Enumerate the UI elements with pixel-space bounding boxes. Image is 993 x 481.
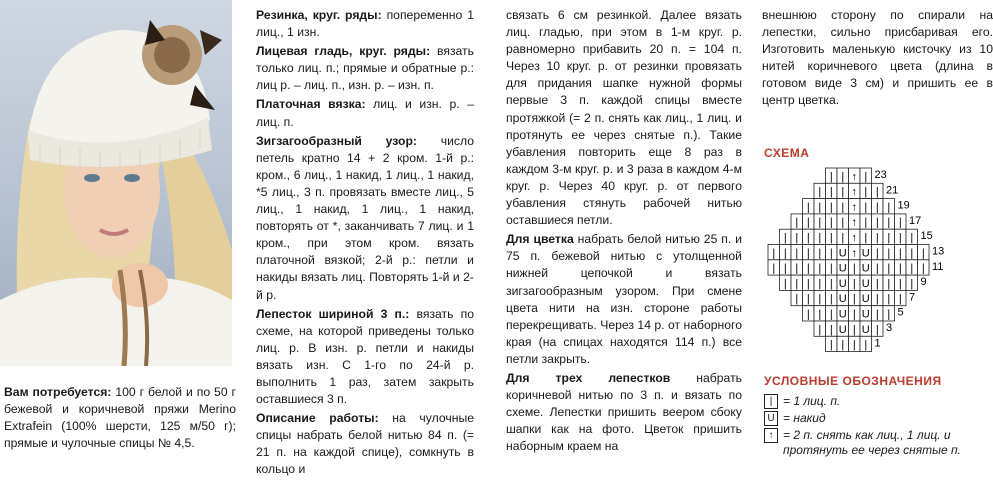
chart-stitch: U (838, 277, 847, 290)
chart-row-label: 17 (909, 214, 922, 227)
chart-stitch: | (829, 277, 833, 290)
materials-label: Вам потребуется: (4, 385, 112, 399)
col1-paragraph (256, 7, 474, 41)
model-photo (0, 0, 232, 366)
chart-row-label: 1 (874, 337, 881, 350)
chart-stitch: | (829, 232, 833, 244)
chart-stitch: | (910, 277, 914, 290)
chart-stitch: U (861, 262, 870, 275)
chart-stitch: | (875, 201, 879, 214)
chart-stitch: | (875, 247, 879, 260)
chart-row-label: 13 (932, 245, 945, 258)
chart-stitch: U (861, 308, 870, 321)
chart-stitch: | (818, 277, 822, 290)
chart-stitch: | (829, 262, 833, 275)
chart-stitch: | (795, 247, 799, 260)
chart-stitch: | (818, 293, 822, 306)
chart-stitch: | (898, 277, 902, 290)
col2-paragraph (506, 370, 742, 455)
legend-item-yarn-over (764, 411, 990, 426)
chart-stitch: | (795, 262, 799, 275)
chart-stitch: | (910, 232, 914, 244)
chart-stitch: U (838, 262, 847, 275)
chart-row-label: 9 (920, 276, 927, 289)
chart-stitch: | (818, 308, 822, 321)
instructions-column-1 (256, 7, 474, 481)
chart-stitch: ↑ (851, 216, 857, 229)
chart-stitch: U (861, 293, 870, 306)
col1-paragraph (256, 306, 474, 409)
chart-stitch: | (875, 293, 879, 306)
chart-stitch: | (841, 201, 845, 214)
chart-stitch: U (838, 293, 847, 306)
knitted-hat-model-photo (0, 0, 232, 366)
chart-stitch: | (818, 232, 822, 244)
chart-stitch: | (887, 262, 891, 275)
chart-stitch: | (818, 323, 822, 336)
chart-stitch: | (864, 216, 868, 229)
scheme-title: СХЕМА (764, 146, 810, 160)
paragraph-heading: Зигзагообразный узор: (256, 133, 417, 148)
chart-stitch: | (864, 339, 868, 352)
chart-stitch: | (829, 201, 833, 214)
chart-stitch: | (887, 308, 891, 321)
chart-stitch: | (841, 186, 845, 199)
chart-stitch: | (795, 232, 799, 244)
chart-stitch: | (852, 293, 856, 306)
chart-stitch: | (898, 232, 902, 244)
chart-stitch: U (861, 323, 870, 336)
paragraph-heading: Для цветка (506, 232, 574, 247)
paragraph-text: на чулочные спицы набрать белой нитью 84 п. (= 21 п. на каждой спице), сомкнуть в кольцо и (256, 411, 474, 477)
chart-stitch: | (772, 247, 776, 260)
paragraph-text: вязать только лиц. п.; прямые и обратные р.: лиц р. – лиц. п., изн. р. – изн. п. (256, 44, 474, 93)
chart-stitch: | (841, 170, 845, 183)
chart-stitch: | (818, 247, 822, 260)
chart-row-label: 3 (886, 322, 893, 334)
chart-row-label: 5 (897, 306, 904, 319)
paragraph-text: внешнюю сторону по спирали на лепестки, сильно присбаривая его. Изготовить маленькую кисточку из 10 нитей коричневого цвета (длина в готовом виде 3 см) и пришить ее в центр цветка. (762, 8, 993, 108)
chart-stitch: | (806, 262, 810, 275)
chart-stitch: ↑ (851, 170, 857, 183)
chart-stitch: | (887, 201, 891, 214)
chart-stitch: | (783, 277, 787, 290)
instructions-column-3 (762, 7, 993, 112)
chart-stitch: | (829, 247, 833, 260)
legend (764, 394, 990, 460)
paragraph-heading: Лицевая гладь, круг. ряды: (256, 44, 431, 59)
legend-title: УСЛОВНЫЕ ОБОЗНАЧЕНИЯ (764, 374, 942, 388)
paragraph-heading: Для трех лепестков (506, 370, 671, 385)
chart-stitch: | (898, 262, 902, 275)
chart-stitch: | (864, 186, 868, 199)
paragraph-heading: Описание работы: (256, 411, 379, 426)
chart-stitch: | (783, 232, 787, 244)
chart-stitch: ↑ (851, 247, 857, 260)
chart-stitch: | (887, 247, 891, 260)
col2-paragraph (506, 7, 742, 229)
chart-stitch: | (875, 232, 879, 244)
chart-stitch: | (910, 247, 914, 260)
chart-stitch: | (818, 216, 822, 229)
chart-stitch: | (910, 262, 914, 275)
chart-stitch: | (806, 293, 810, 306)
col1-paragraph (256, 410, 474, 478)
chart-stitch: | (829, 308, 833, 321)
col1-paragraph (256, 43, 474, 94)
chart-stitch: | (829, 323, 833, 336)
chart-stitch: | (806, 247, 810, 260)
materials-paragraph (4, 384, 236, 452)
chart-stitch: | (864, 201, 868, 214)
chart-stitch: U (861, 277, 870, 290)
chart-stitch: | (772, 262, 776, 275)
chart-stitch: | (852, 339, 856, 352)
chart-stitch: ↑ (851, 232, 857, 244)
chart-stitch: | (852, 308, 856, 321)
chart-stitch: | (875, 186, 879, 199)
chart-stitch: | (841, 339, 845, 352)
chart-stitch: | (829, 293, 833, 306)
paragraph-heading: Платочная вязка: (256, 97, 366, 112)
chart-stitch: | (806, 216, 810, 229)
chart-row-label: 7 (909, 291, 916, 304)
chart-row-label: 21 (886, 184, 899, 197)
chart-stitch: | (829, 216, 833, 229)
chart-stitch: | (818, 201, 822, 214)
chart-stitch: | (841, 232, 845, 244)
yarn-over-symbol: U (764, 411, 778, 426)
chart-stitch: | (783, 262, 787, 275)
chart-stitch: | (852, 262, 856, 275)
chart-stitch: | (852, 277, 856, 290)
chart-stitch: | (887, 232, 891, 244)
paragraph-text: лиц. и изн. р. – лиц. п. (256, 97, 474, 129)
chart-stitch: | (783, 247, 787, 260)
col1-paragraph (256, 96, 474, 130)
chart-stitch: ↑ (851, 201, 857, 214)
col2-paragraph (506, 231, 742, 368)
chart-stitch: | (841, 216, 845, 229)
chart-stitch: U (838, 323, 847, 336)
chart-stitch: | (887, 216, 891, 229)
chart-stitch: | (921, 247, 925, 260)
chart-stitch: | (875, 262, 879, 275)
chart-row-label: 23 (874, 169, 887, 181)
chart-row-label: 11 (932, 260, 944, 273)
legend-item-decrease (764, 428, 990, 458)
chart-stitch: U (838, 308, 847, 321)
paragraph-heading: Резинка, круг. ряды: (256, 8, 382, 22)
chart-stitch: | (875, 216, 879, 229)
chart-stitch: | (898, 247, 902, 260)
paragraph-text: набрать коричневой нитью по 3 п. и вязать по схеме. Лепестки пришить веером сбоку шапки как на фото. Цветок пришить наборным краем на (506, 370, 742, 454)
materials-text: 100 г белой и по 50 г бежевой и коричневой пряжи Merino Extrafein (100% шерсти, 125 м/50 г); прямые и чулочные спицы № 4,5. (4, 385, 236, 451)
chart-stitch: | (795, 277, 799, 290)
chart-stitch: U (861, 247, 870, 260)
chart-stitch: | (887, 277, 891, 290)
chart-stitch: | (898, 216, 902, 229)
paragraph-text: число петель кратно 14 + 2 кром. 1-й р.: кром., 6 лиц., 1 накид, 1 лиц., 1 накид, *5 лиц., 3 п. провязать вместе лиц., 5 лиц., 1 накид, 1 лиц., 1 накид, повторять от *, заканчивать 7 лиц. и 1 кром., при этом кром. вязать платочной вязкой; 2-й р.: петли и накиды вязать лиц. Повторять 1-й и 2-й р. (256, 133, 474, 302)
col3-paragraph (762, 7, 993, 110)
chart-stitch: | (875, 308, 879, 321)
chart-stitch: | (806, 308, 810, 321)
knitting-chart (760, 166, 990, 371)
knit-stitch-symbol: | (764, 394, 778, 409)
chart-stitch: | (875, 277, 879, 290)
chart-stitch: | (806, 277, 810, 290)
legend-item-knit (764, 394, 990, 409)
chart-stitch: | (887, 293, 891, 306)
legend-text-decrease: = 2 п. снять как лиц., 1 лиц. и протянуть ее через снятые п. (783, 428, 961, 457)
chart-stitch: ↑ (851, 186, 857, 199)
chart-stitch: | (829, 186, 833, 199)
chart-row-label: 19 (897, 199, 910, 212)
decrease-symbol: ↑ (764, 428, 778, 443)
paragraph-text: набрать белой нитью 25 п. и 75 п. бежевой нитью с утолщенной нижней цепочкой и вязать зигзагообразным узором. При смене цвета нити на изн. стороне работы перекрещивать. Через 14 р. от наборного края (на спицах находятся 114 п.) все петли закрыть. (506, 232, 742, 366)
instructions-column-2 (506, 7, 742, 457)
paragraph-heading: Лепесток шириной 3 п.: (256, 306, 410, 321)
chart-stitch: | (829, 339, 833, 352)
chart-stitch: | (864, 170, 868, 183)
chart-stitch: | (818, 262, 822, 275)
chart-stitch: U (838, 247, 847, 260)
paragraph-text: связать 6 см резинкой. Далее вязать лиц. гладью, при этом в 1-м круг. р. равномерно прибавить 20 п. = 104 п. Через 10 круг. р. от резинки провязать для придания шапке нужной формы первые 3 п. каждой спицы вместе протяжкой (= 2 п. снять как лиц., 1 лиц. и протянуть ее через снятые п.). Такие убавления повторить еще 8 раз в каждом 3-м круг. р. и 3 раза в каждом 4-м круг. р. Через 40 круг. р. от первого убавления стянуть рабочей нитью оставшиеся петли. (506, 8, 742, 228)
chart-stitch: | (829, 170, 833, 183)
chart-stitch: | (898, 293, 902, 306)
chart-stitch: | (806, 232, 810, 244)
chart-stitch: | (864, 232, 868, 244)
knitting-chart-grid (760, 166, 990, 366)
paragraph-text: попеременно 1 лиц., 1 изн. (256, 8, 474, 40)
chart-stitch: | (818, 186, 822, 199)
chart-stitch: | (795, 216, 799, 229)
paragraph-text: вязать по схеме, на которой приведены только лиц. р. В изн. р. петли и накиды вязать изн. С 1-го по 24-й р. выполнить 1 раз, затем закрыть оставшиеся 3 п. (256, 306, 474, 407)
chart-stitch: | (795, 293, 799, 306)
legend-text-yarn-over: = накид (783, 411, 826, 425)
chart-stitch: | (806, 201, 810, 214)
chart-stitch: | (852, 323, 856, 336)
chart-stitch: | (921, 262, 925, 275)
chart-stitch: | (875, 323, 879, 336)
legend-text-knit: = 1 лиц. п. (783, 394, 841, 408)
col1-paragraph (256, 133, 474, 304)
chart-row-label: 15 (920, 230, 933, 243)
